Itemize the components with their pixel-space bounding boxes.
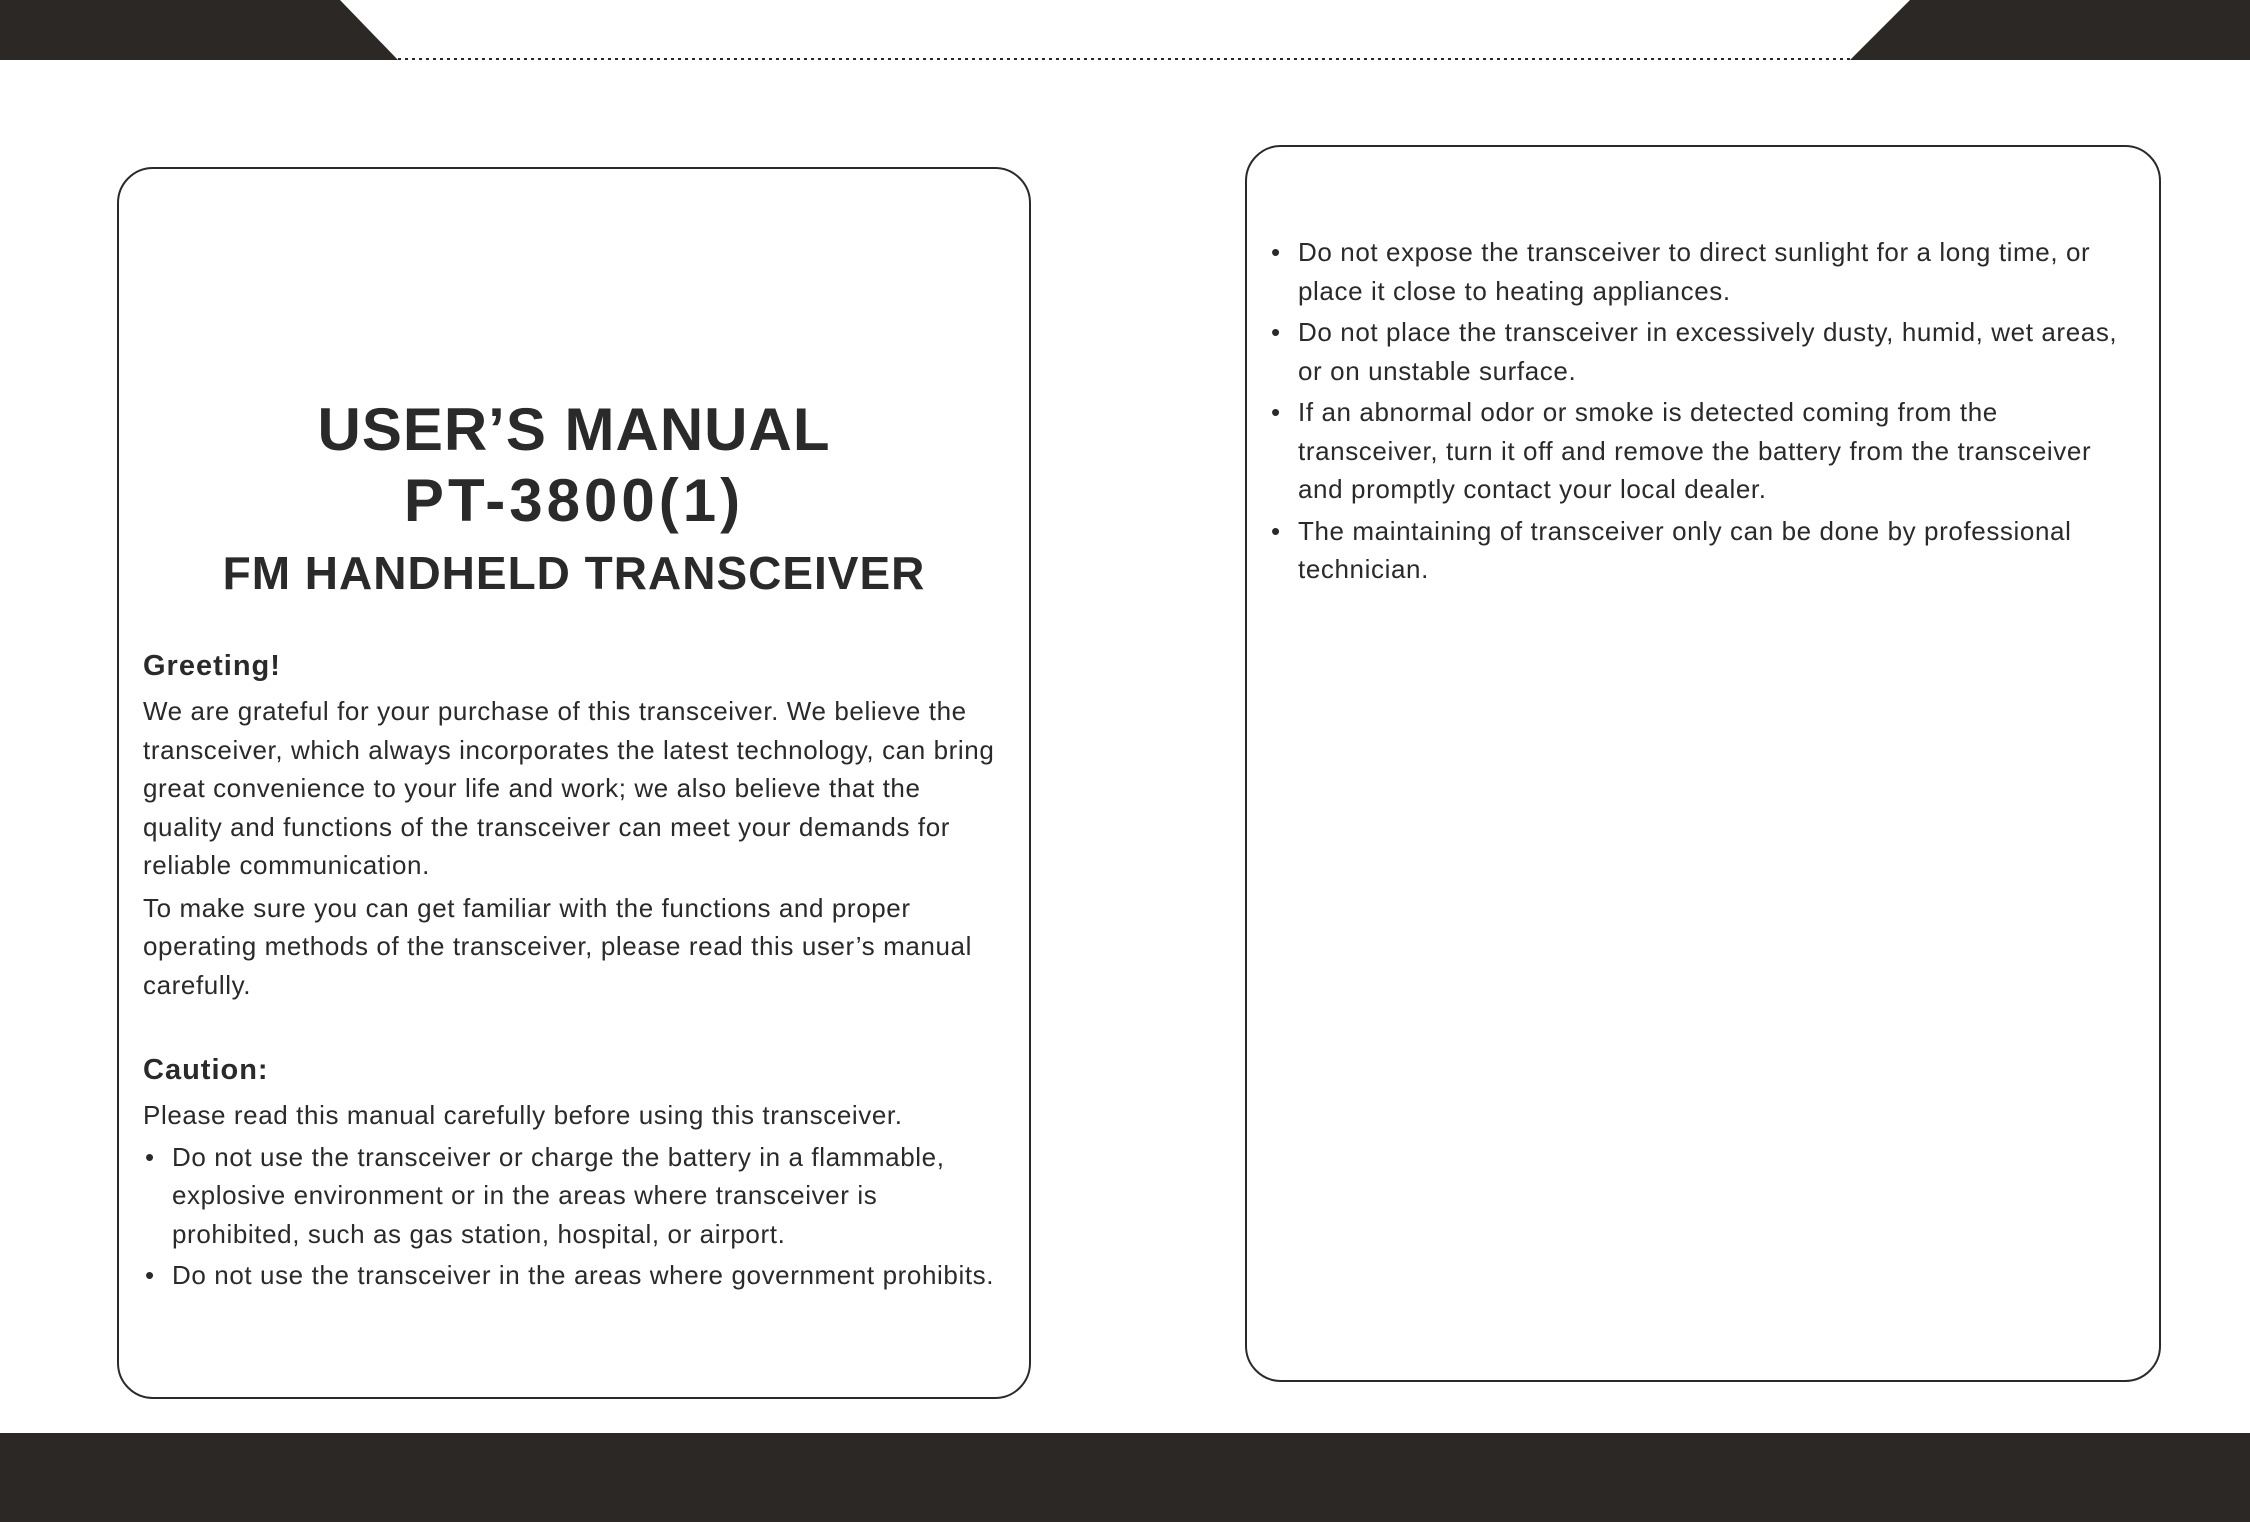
greeting-heading: Greeting! (143, 650, 281, 682)
bottom-decorative-bar (0, 1433, 2250, 1522)
bullet-marker: • (1271, 237, 1281, 267)
greeting-section (143, 648, 999, 1004)
caution-intro: Please read this manual carefully before using this transceiver. (143, 1100, 903, 1130)
list-item-text: Do not use the transceiver in the areas where government prohibits. (172, 1260, 995, 1290)
list-item (145, 1138, 999, 1254)
model-number: PT-3800(1) (403, 467, 745, 534)
bullet-marker: • (145, 1260, 155, 1290)
caution-list (145, 1138, 999, 1295)
caution-section (143, 1052, 999, 1295)
list-item-text: Do not use the transceiver or charge the battery in a flammable, explosive environment or in the areas where transceiver is prohibited, such as gas station, hospital, or airport. (172, 1141, 945, 1249)
bullet-marker: • (145, 1141, 155, 1172)
list-item-text: The maintaining of transceiver only can be done by professional technician. (1298, 515, 2072, 584)
list-item-text: If an abnormal odor or smoke is detected coming from the transceiver, turn it off and remove the battery from the transceiver and promptly contact your local dealer. (1298, 397, 2092, 504)
bullet-marker: • (1271, 515, 1281, 546)
left-page-panel (117, 167, 1031, 1399)
list-item-text: Do not expose the transceiver to direct sunlight for a long time, or place it close to heating appliances. (1298, 237, 2091, 306)
list-item (1271, 393, 2129, 509)
title-block (119, 395, 1029, 605)
list-item-text: Do not place the transceiver in excessively dusty, humid, wet areas, or on unstable surface. (1298, 317, 2118, 386)
list-item (1271, 512, 2129, 589)
safety-list (1271, 233, 2129, 589)
greeting-paragraph: We are grateful for your purchase of this transceiver. We believe the transceiver, which always incorporates the latest technology, can bring great convenience to your life and work; we also believe that the quality and functions of the transceiver can meet your demands for reliable communication. (143, 696, 995, 880)
product-subtitle: FM HANDHELD TRANSCEIVER (222, 547, 926, 599)
right-page-panel (1245, 145, 2161, 1382)
list-item (1271, 313, 2129, 390)
list-item (145, 1256, 999, 1295)
bullet-marker: • (1271, 397, 1281, 427)
manual-title: USER’S MANUAL (317, 396, 831, 463)
caution-heading: Caution: (143, 1054, 269, 1086)
greeting-paragraph: To make sure you can get familiar with the functions and proper operating methods of the transceiver, please read this user’s manual carefully. (143, 892, 972, 1000)
list-item (1271, 233, 2129, 310)
bullet-marker: • (1271, 317, 1281, 347)
safety-list-section (1271, 230, 2129, 589)
top-decorative-bar (0, 0, 2250, 62)
